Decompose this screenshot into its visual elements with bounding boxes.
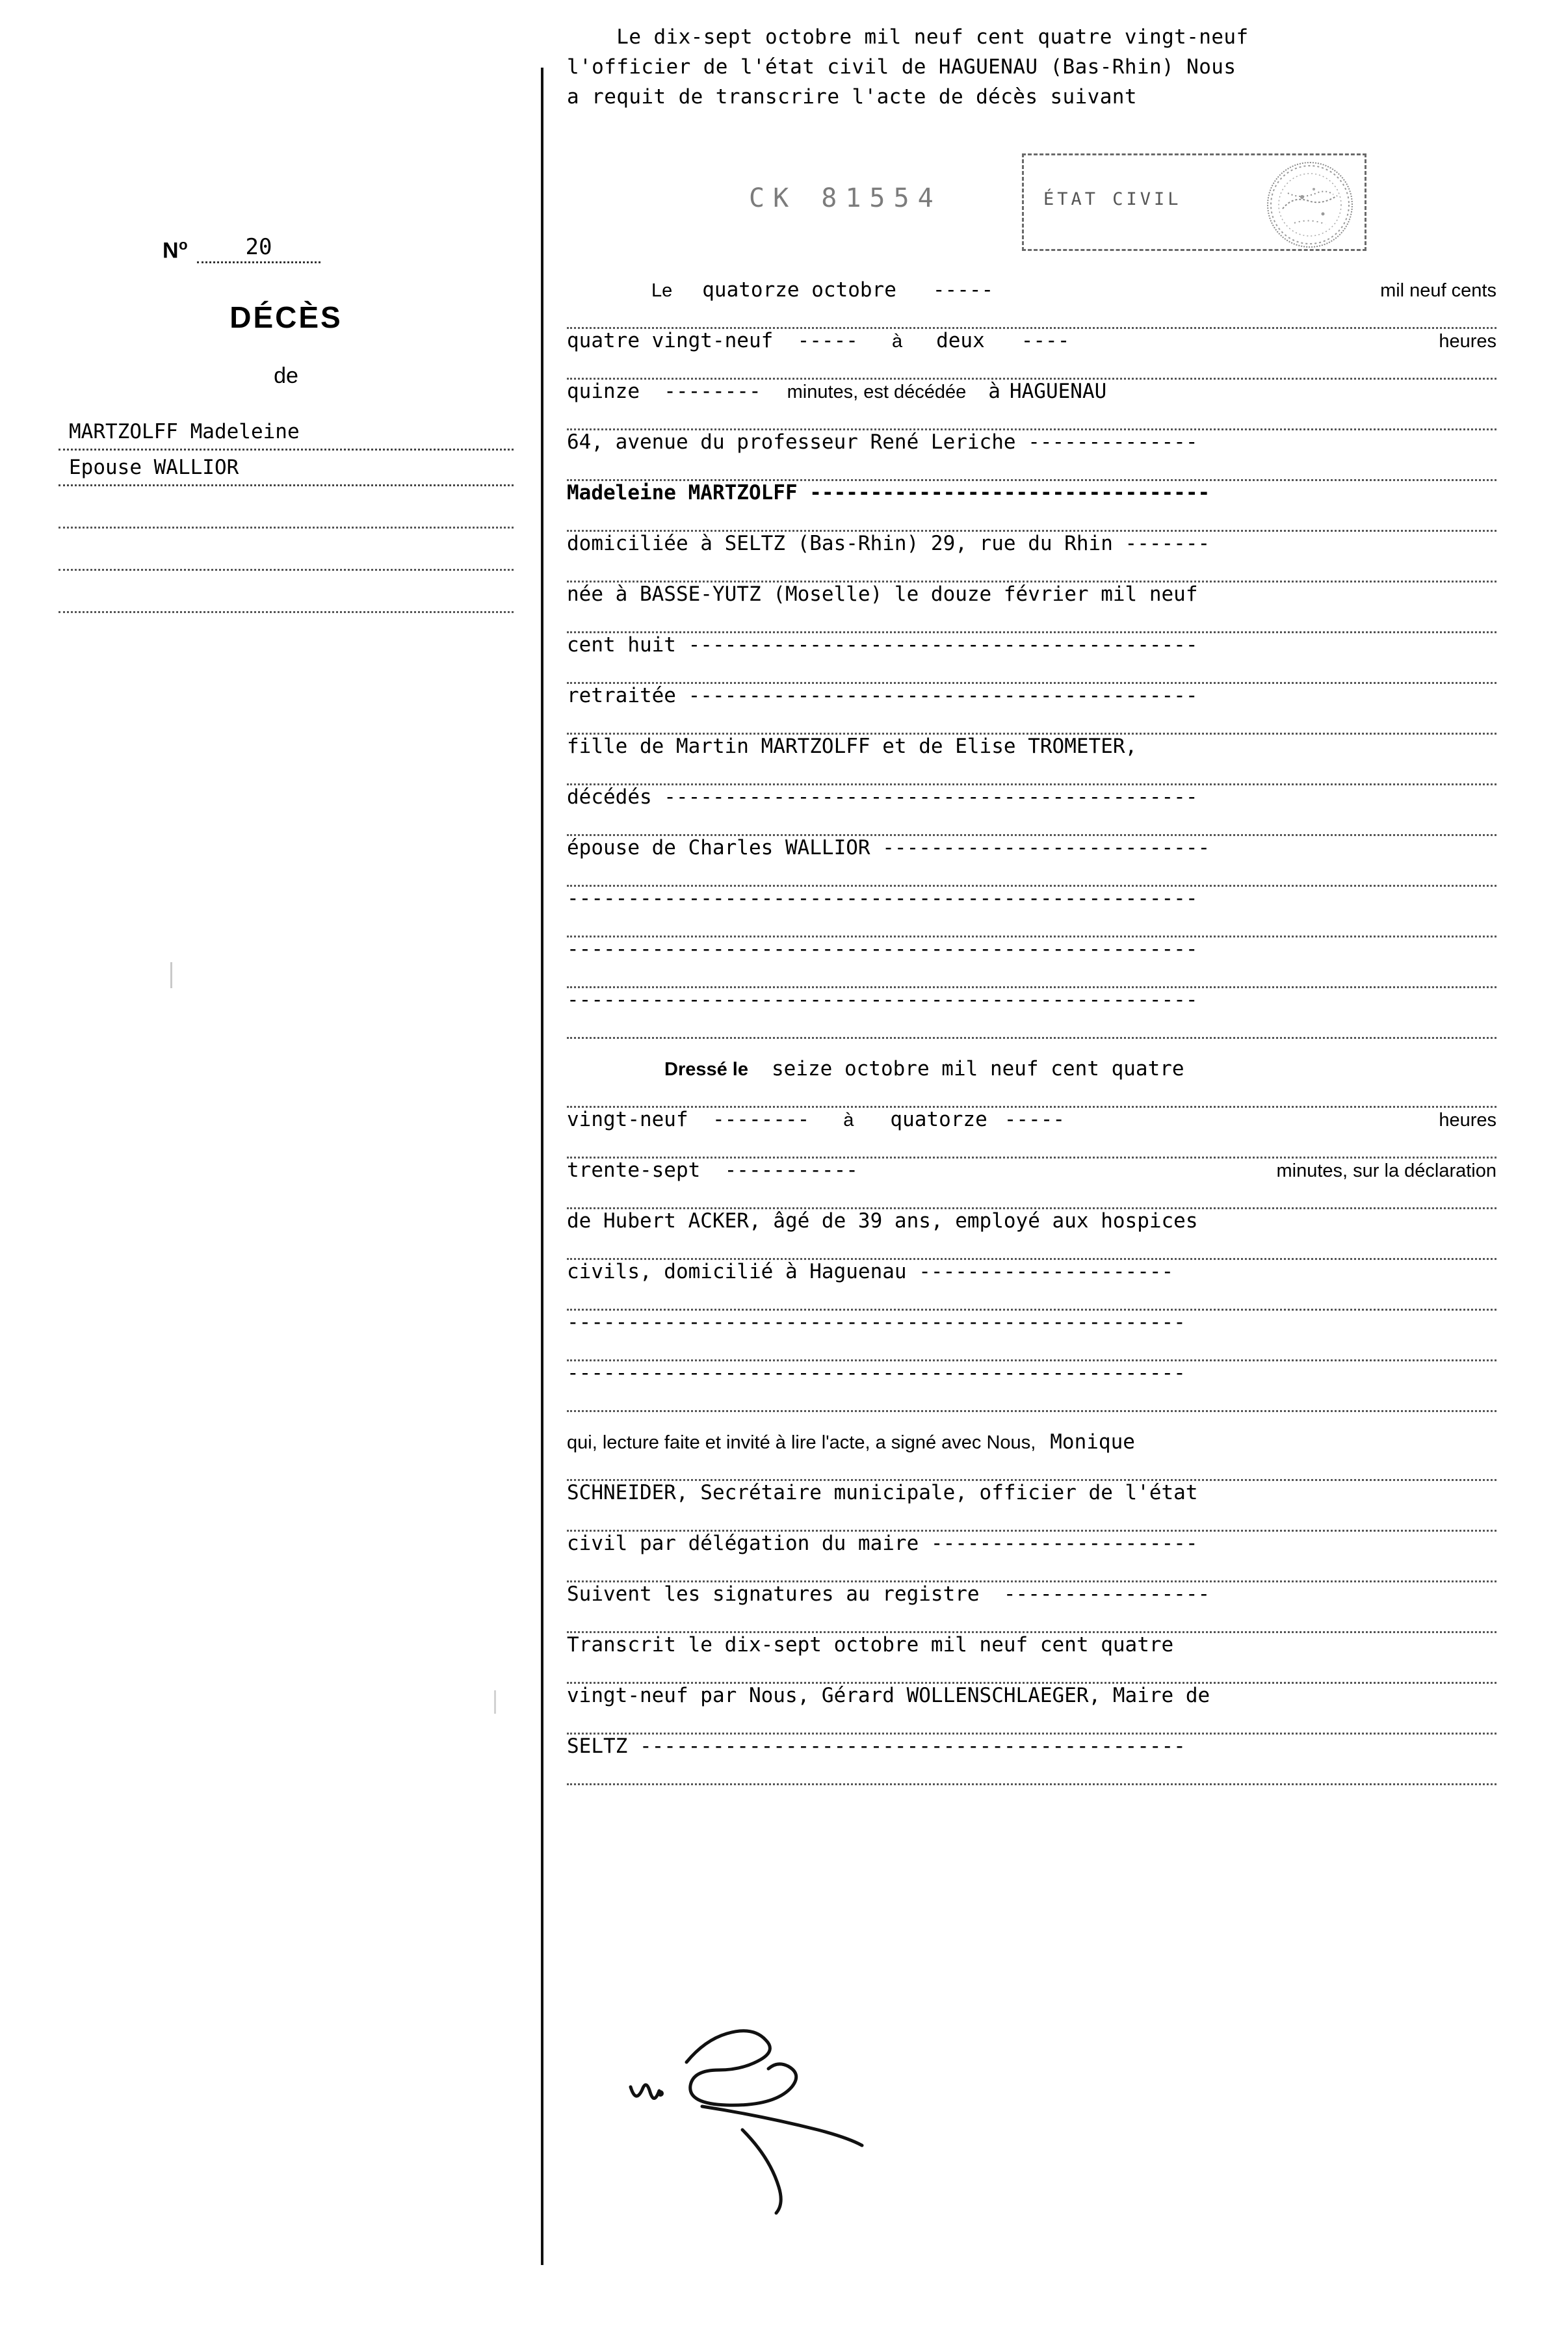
occupation-handwritten: retraitée ------------------------------------------ [567, 684, 1198, 707]
main-column [567, 22, 1496, 1785]
residence-handwritten: domiciliée à SELTZ (Bas-Rhin) 29, rue du Rhin ------- [567, 532, 1210, 555]
margin-blank-line-3 [59, 571, 514, 613]
body-row-15 [567, 988, 1496, 1039]
reference-code: CK 81554 [749, 183, 942, 213]
margin-name-line-1: MARTZOLFF Madeleine [59, 415, 514, 451]
dresse-row-5 [567, 1260, 1496, 1311]
le-label: Le [651, 280, 673, 301]
dresse-row-4 [567, 1209, 1496, 1260]
officer-name-handwritten: SCHNEIDER, Secrétaire municipale, officier de l'état [567, 1481, 1198, 1504]
spouse-handwritten: épouse de Charles WALLIOR --------------------------- [567, 836, 1210, 859]
parents-status-handwritten: décédés -------------------------------------------- [567, 785, 1198, 809]
heures-label: heures [1439, 331, 1496, 352]
parents-handwritten: fille de Martin MARTZOLFF et de Elise TROMETER, [567, 735, 1138, 758]
minutes-est-decedee-label: minutes, est décédée [787, 382, 967, 402]
declarant-residence-handwritten: civils, domicilié à Haguenau --------------------- [567, 1260, 1174, 1283]
signature-row-3 [567, 1532, 1496, 1582]
stray-ink-mark-2 [494, 1690, 496, 1714]
signatures-registre-handwritten: Suivent les signatures au registre ----------------- [567, 1582, 1210, 1606]
a-handwritten: à [988, 380, 1000, 403]
body-row-7 [567, 583, 1496, 633]
mayor-name-handwritten: vingt-neuf par Nous, Gérard WOLLENSCHLAEGER, Maire de [567, 1684, 1210, 1707]
body-row-3 [567, 380, 1496, 430]
dresse-heures-label: heures [1439, 1110, 1496, 1131]
deceased-name-handwritten: Madeleine MARTZOLFF --------------------------------- [567, 481, 1210, 504]
body-row-13 [567, 887, 1496, 937]
transcription-date-handwritten: Transcrit le dix-sept octobre mil neuf cent quatre [567, 1633, 1174, 1657]
signature-row-5 [567, 1633, 1496, 1684]
filler-dashes-1: ---------------------------------------------------- [567, 887, 1198, 910]
dresse-row-7 [567, 1361, 1496, 1412]
record-number [59, 234, 514, 263]
birth-year-handwritten: cent huit ------------------------------------------ [567, 633, 1198, 657]
signature-row-1 [567, 1430, 1496, 1481]
stamp-area [567, 135, 1496, 278]
year-handwritten: quatre vingt-neuf ----- [567, 329, 858, 352]
dresse-minutes-handwritten: trente-sept ----------- [567, 1159, 858, 1182]
dresse-row-3 [567, 1159, 1496, 1209]
dresse-row-1 [567, 1057, 1496, 1108]
filler-dashes-4: --------------------------------------------------- [567, 1311, 1186, 1334]
stray-ink-mark [170, 962, 172, 988]
record-number-label: $N^o$ [163, 236, 189, 263]
vertical-divider [541, 68, 543, 2265]
transcription-header [567, 22, 1496, 112]
minutes-handwritten: quinze -------- [567, 380, 761, 403]
header-line-3: a requit de transcrire l'acte de décès suivant [567, 85, 1137, 109]
officer-delegation-handwritten: civil par délégation du maire ---------------------- [567, 1532, 1198, 1555]
body-row-2 [567, 329, 1496, 380]
etat-civil-stamp [1022, 153, 1366, 251]
body-row-12 [567, 836, 1496, 887]
body-row-8 [567, 633, 1496, 684]
body-row-4 [567, 430, 1496, 481]
filler-dashes-3: ---------------------------------------------------- [567, 988, 1198, 1012]
dresse-a-label: à [843, 1110, 854, 1131]
address-handwritten: 64, avenue du professeur René Leriche -------------- [567, 430, 1198, 454]
margin-de-word: de [274, 363, 298, 388]
dresse-hour-dash: ----- [1004, 1108, 1065, 1131]
lecture-faite-label: qui, lecture faite et invité à lire l'acte, a signé avec Nous, [567, 1432, 1036, 1453]
margin-name-line-2: Epouse WALLIOR [59, 451, 514, 486]
signature-row-6 [567, 1684, 1496, 1735]
body-row-1 [567, 278, 1496, 329]
margin-blank-line-2 [59, 529, 514, 571]
minutes-declaration-label: minutes, sur la déclaration [1276, 1160, 1496, 1181]
dresse-hour-handwritten: quatorze [890, 1108, 987, 1131]
body-row-5 [567, 481, 1496, 532]
declarant-handwritten: de Hubert ACKER, âgé de 39 ans, employé aux hospices [567, 1209, 1198, 1233]
body-row-9 [567, 684, 1496, 735]
date-handwritten: quatorze octobre ----- [702, 278, 994, 302]
mil-neuf-cents-label: mil neuf cents [1380, 280, 1496, 301]
header-line-1: Le dix-sept octobre mil neuf cent quatre vingt-neuf [567, 25, 1249, 49]
body-row-14 [567, 937, 1496, 988]
record-number-value: 20 [197, 234, 320, 263]
birth-place-handwritten: née à BASSE-YUTZ (Moselle) le douze février mil neuf [567, 583, 1198, 606]
header-line-2: l'officier de l'état civil de HAGUENAU (Bas-Rhin) Nous [567, 55, 1236, 79]
official-seal-icon [1267, 162, 1353, 248]
signature-row-4 [567, 1582, 1496, 1633]
body-row-6 [567, 532, 1496, 583]
body-row-10 [567, 735, 1496, 785]
commune-handwritten: SELTZ --------------------------------------------- [567, 1735, 1186, 1758]
signature-row-2 [567, 1481, 1496, 1532]
signature-row-7 [567, 1735, 1496, 1785]
filler-dashes-2: ---------------------------------------------------- [567, 937, 1198, 961]
a-label: à [891, 331, 903, 352]
handwritten-signature [624, 2002, 988, 2223]
dresse-date-handwritten: seize octobre mil neuf cent quatre [772, 1057, 1184, 1081]
margin-blank-line-1 [59, 486, 514, 529]
dresse-row-6 [567, 1311, 1496, 1361]
margin-column [59, 234, 514, 613]
stamp-label: ÉTAT CIVIL [1043, 189, 1182, 209]
dresse-year-handwritten: vingt-neuf -------- [567, 1108, 810, 1131]
filler-dashes-5: --------------------------------------------------- [567, 1361, 1186, 1385]
dresse-le-label: Dressé le [664, 1059, 748, 1080]
margin-title: DÉCÈS [229, 300, 343, 334]
officer-first-name-handwritten: Monique [1050, 1430, 1135, 1454]
place-handwritten: HAGUENAU [1009, 380, 1107, 403]
hour-handwritten: deux ---- [936, 329, 1070, 352]
body-row-11 [567, 785, 1496, 836]
dresse-row-2 [567, 1108, 1496, 1159]
